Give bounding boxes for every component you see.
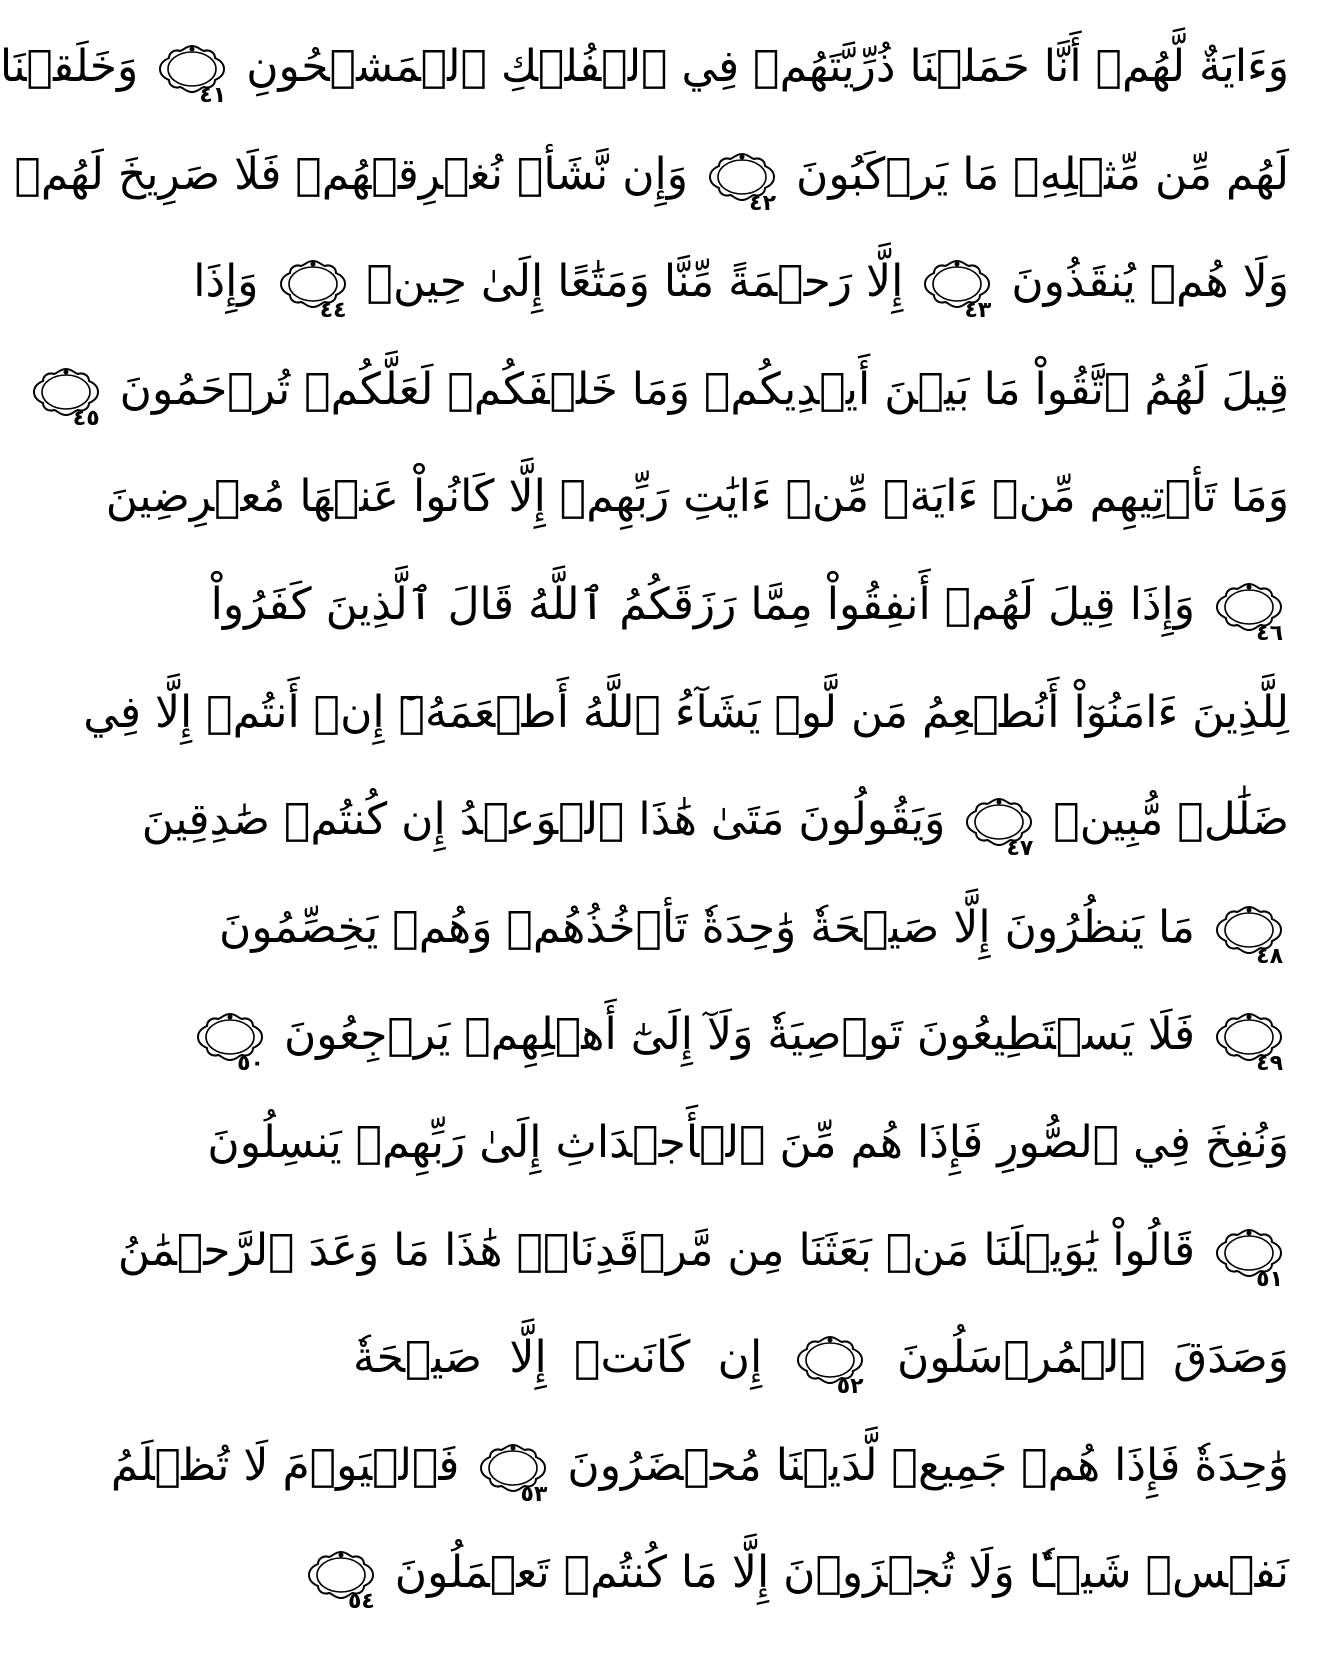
verse-line (219, 883, 1289, 973)
ayah-number: ٥١ (1256, 1266, 1283, 1292)
verse-line (83, 668, 1289, 758)
ayah-number: ٥٠ (237, 1051, 264, 1077)
verse-text: وَءَايَةٌ لَّهُمۡ أَنَّا حَمَلۡنَا ذُرِّيَّتَهُمۡ فِي ٱلۡفُلۡكِ ٱلۡمَشۡحُونِ (246, 41, 1289, 92)
verse-text: وَمَا تَأۡتِيهِم مِّنۡ ءَايَةٖ مِّنۡ ءَايَٰتِ رَبِّهِمۡ إِلَّا كَانُواْ عَنۡهَا مُعۡرِضِينَ (105, 471, 1289, 523)
ayah-end-marker (32, 366, 100, 431)
verse-line (210, 560, 1289, 650)
verse-text: وَصَدَقَ ٱلۡمُرۡسَلُونَ (896, 1332, 1289, 1384)
verse-text: ضَلَٰلٖ مُّبِينٖ (1053, 794, 1289, 846)
ayah-number: ٥٣ (520, 1481, 548, 1507)
ayah-end-marker (1215, 1227, 1283, 1292)
verse-line (0, 22, 1289, 112)
verse-text: وَيَقُولُونَ مَتَىٰ هَٰذَا ٱلۡوَعۡدُ إِن كُنتُمۡ صَٰدِقِينَ (141, 794, 946, 846)
verse-line (72, 345, 1289, 435)
verse-line (207, 1098, 1289, 1188)
verse-text: وَٰحِدَةٗ فَإِذَا هُمۡ جَمِيعٞ لَّدَيۡنَا مُحۡضَرُونَ (567, 1439, 1289, 1491)
verse-text: لِلَّذِينَ ءَامَنُوٓاْ أَنُطۡعِمُ مَن لَّوۡ يَشَآءُ ٱللَّهُ أَطۡعَمَهُۥٓ إِنۡ أَنتُمۡ إِلَّا فِي (83, 686, 1289, 738)
verse-text: وَخَلَقۡنَا (0, 41, 139, 92)
verse-text: قِيلَ لَهُمُ ٱتَّقُواْ مَا بَيۡنَ أَيۡدِيكُمۡ وَمَا خَلۡفَكُمۡ لَعَلَّكُمۡ تُرۡحَمُونَ (119, 363, 1289, 415)
ayah-number: ٥٤ (347, 1589, 375, 1615)
ayah-end-marker (307, 1549, 375, 1615)
ayah-number: ٤٦ (1256, 621, 1283, 646)
verse-line (14, 130, 1289, 220)
verse-text: لَهُم مِّن مِّثۡلِهِۦ مَا يَرۡكَبُونَ (796, 148, 1289, 200)
ayah-end-marker (1215, 1011, 1283, 1077)
ayah-end-marker (479, 1442, 548, 1507)
verse-line (117, 1206, 1289, 1296)
verse-text: إِن كَانَتۡ إِلَّا صَيۡحَةٗ (353, 1332, 763, 1384)
ayah-end-marker (196, 1011, 264, 1077)
ayah-number: ٤٤ (319, 298, 347, 324)
ayah-number: ٤٧ (1006, 836, 1034, 862)
ayah-end-marker (1215, 904, 1283, 969)
verse-text: وَنُفِخَ فِي ٱلصُّورِ فَإِذَا هُم مِّنَ ٱلۡأَجۡدَاثِ إِلَىٰ رَبِّهِمۡ يَنسِلُونَ (207, 1117, 1289, 1168)
verse-line (353, 1313, 1289, 1403)
ayah-end-marker (279, 258, 347, 324)
verse-line (105, 452, 1289, 542)
verse-text: قَالُواْ يَٰوَيۡلَنَا مَنۢ بَعَثَنَا مِن مَّرۡقَدِنَاۜۗ هَٰذَا مَا وَعَدَ ٱلرَّحۡمَٰنُ (117, 1224, 1195, 1276)
ayah-number: ٤٨ (1256, 943, 1283, 969)
ayah-end-marker (923, 258, 992, 324)
ayah-number: ٤٥ (72, 405, 100, 431)
verse-line (141, 775, 1289, 865)
ayah-number: ٤٣ (964, 298, 992, 324)
ayah-number: ٤٩ (1256, 1051, 1283, 1077)
verse-text: إِلَّا رَحۡمَةً مِّنَّا وَمَتَٰعًا إِلَىٰ حِينٖ (366, 256, 904, 308)
ayah-end-marker (708, 151, 777, 216)
verse-line (110, 1421, 1289, 1511)
verse-text: نَفۡسٞ شَيۡـٔٗا وَلَا تُجۡزَوۡنَ إِلَّا مَا كُنتُمۡ تَعۡمَلُونَ (394, 1547, 1289, 1599)
ayah-number: ٤٢ (749, 190, 777, 216)
ayah-end-marker (158, 43, 227, 108)
ayah-end-marker (796, 1334, 864, 1400)
verse-text: وَإِذَا قِيلَ لَهُمۡ أَنفِقُواْ مِمَّا رَزَقَكُمُ ٱللَّهُ قَالَ ٱلَّذِينَ كَفَرُواْ (210, 579, 1195, 630)
verse-line (193, 237, 1289, 327)
verse-text: وَإِذَا (193, 256, 259, 308)
ayah-number: ٤١ (199, 83, 227, 108)
ayah-number: ٥٢ (836, 1374, 864, 1400)
verse-text: فَلَا يَسۡتَطِيعُونَ تَوۡصِيَةٗ وَلَآ إِلَىٰٓ أَهۡلِهِمۡ يَرۡجِعُونَ (283, 1009, 1195, 1061)
verse-line (347, 1528, 1289, 1618)
verse-text: مَا يَنظُرُونَ إِلَّا صَيۡحَةٗ وَٰحِدَةٗ تَأۡخُذُهُمۡ وَهُمۡ يَخِصِّمُونَ (219, 901, 1195, 953)
ayah-end-marker (965, 796, 1034, 862)
verse-text: وَلَا هُمۡ يُنقَذُونَ (1011, 256, 1289, 308)
ayah-end-marker (1215, 581, 1283, 646)
verse-text: وَإِن نَّشَأۡ نُغۡرِقۡهُمۡ فَلَا صَرِيخَ لَهُمۡ (14, 148, 689, 200)
verse-line (237, 990, 1289, 1080)
verse-text: فَٱلۡيَوۡمَ لَا تُظۡلَمُ (110, 1439, 460, 1491)
